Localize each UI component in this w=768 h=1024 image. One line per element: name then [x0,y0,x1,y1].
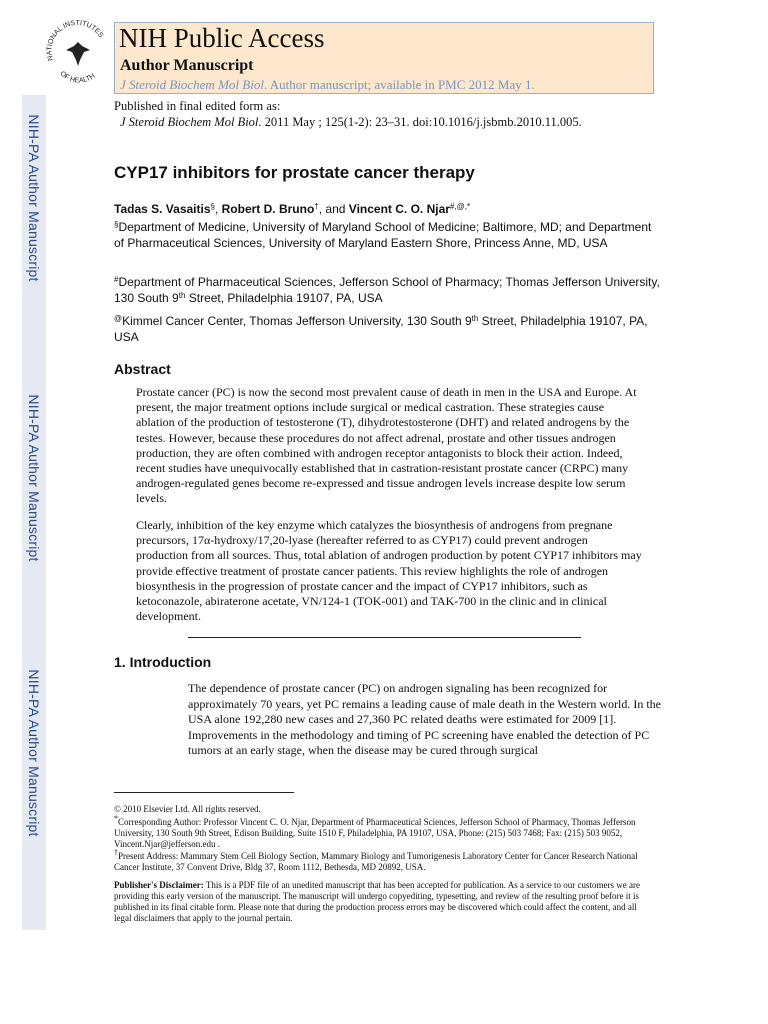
affiliation-mark: # [114,275,119,284]
affiliation-mark: § [114,220,119,229]
author-name: Robert D. Bruno [221,202,315,216]
author-mark: § [210,202,215,211]
abstract-paragraph: Prostate cancer (PC) is now the second most prevalent cause of death in men in the USA and Europe. At present, the major treatment options include surgical or medical castration. These strategies cause ablation of the production of testosterone (T), dihydrotestosterone (DHT) and related androgens by the testes. However, because these procedures do not affect adrenal, prostate and other tissues androgen production, they are often combined with androgen receptor antagonists to block their action. Indeed, recent studies have unequivocally established that in castration-resistant prostate cancer (CRPC) many androgen-regulated genes become re-expressed and tissue androgen levels increase despite low serum levels. [136,385,637,506]
affiliation-text: Kimmel Cancer Center, Thomas Jefferson University, 130 South 9 [122,314,472,328]
svg-text:OF HEALTH [59,70,97,84]
eagle-emblem [66,42,90,66]
author-separator: , [214,202,222,216]
introduction-heading: 1. Introduction [114,654,212,670]
publication-info [114,98,582,130]
logo-top-text: NATIONAL INSTITUTES [46,20,105,62]
footnote-mark: † [114,848,118,857]
abstract-heading: Abstract [114,361,171,377]
affiliation [114,275,662,306]
author-name: Tadas S. Vasaitis [114,202,211,216]
article-title: CYP17 inhibitors for prostate cancer therapy [114,163,475,182]
author-list [114,202,470,216]
corresponding-author-note [114,814,654,850]
affiliation-text: Street, Philadelphia 19107, PA, USA [185,290,383,305]
present-address-note [114,848,654,873]
affiliation-text: Department of Pharmaceutical Sciences, Jefferson School of Pharmacy; Thomas Jefferson University, 130 South 9 [114,275,660,305]
ordinal-suffix: th [471,314,479,323]
affiliation-mark: @ [114,314,123,323]
header-availability: . Author manuscript; available in PMC 2012 May 1. [263,77,535,92]
copyright-note: © 2010 Elsevier Ltd. All rights reserved. [114,804,261,814]
publication-intro: Published in final edited form as: [114,99,281,113]
affiliation [114,314,662,345]
author-separator: , and [318,202,349,216]
publication-journal: J Steroid Biochem Mol Biol [120,115,259,129]
author-mark: † [314,202,319,211]
header-title: NIH Public Access [119,23,325,53]
publication-citation [114,114,582,130]
header-citation [120,77,535,93]
author-name: Vincent C. O. Njar [348,202,450,216]
sidebar-label-1: NIH-PA Author Manuscript [26,114,42,282]
author-mark: #,@,* [449,202,471,211]
header-journal: J Steroid Biochem Mol Biol [120,77,264,92]
ordinal-suffix: th [178,290,186,300]
nih-logo [44,20,112,88]
disclaimer-text: This is a PDF file of an unedited manuscript that has been accepted for publication. As a service to our customers we are providing this early version of the manuscript. The manuscript will undergo copyediting, typesetting, and review of the resulting proof before it is published in its final citable form. Please note that during the production process errors may be discovered which could affect the content, and all legal disclaimers that apply to the journal pertain. [114,880,640,923]
introduction-paragraph: The dependence of prostate cancer (PC) on androgen signaling has been recognized for approximately 70 years, yet PC remains a leading cause of male death in the Western world. In the USA alone 192,280 new cases and 27,360 PC related deaths were estimated for 2009 [1]. Improvements in the methodology and timing of PC screening have enabled the detection of PC tumors at an early stage, when the disease may be cured through surgical [188,681,661,758]
section-divider [188,637,581,638]
affiliation-text: Department of Medicine, University of Maryland School of Medicine; Baltimore, MD; and Department of Pharmaceutical Sciences, University of Maryland Eastern Shore, Princess Anne, MD, USA [114,220,652,250]
logo-bottom-text: OF HEALTH [58,70,97,85]
footnote-text: Corresponding Author: Professor Vincent C. O. Njar, Department of Pharmaceutical Sciences, Jefferson School of Pharmacy, Thomas Jefferson University, 130 South 9th Street, Edison Building, Suite 1510 F, Philadelphia, PA 19107, USA, Phone: (215) 503 7468; Fax: (215) 503 9052, Vincent.Njar@jefferson.edu . [114,817,636,849]
footnote-text: Present Address: Mammary Stem Cell Biology Section, Mammary Biology and Tumorigenesis Laboratory Center for Cancer Research National Cancer Institute, 37 Convent Drive, Bldg 37, Room 1112, Bethesda, MD 20892, USA. [114,851,638,872]
publication-details: . 2011 May ; 125(1-2): 23–31. doi:10.1016/j.jsbmb.2010.11.005. [258,115,582,129]
affiliation [114,220,662,251]
publisher-disclaimer [114,880,654,924]
sidebar-label-3: NIH-PA Author Manuscript [26,669,42,837]
abstract-paragraph: Clearly, inhibition of the key enzyme which catalyzes the biosynthesis of androgens from pregnane precursors, 17α-hydroxy/17,20-lyase (hereafter referred to as CYP17) could prevent androgen production from all sources. Thus, total ablation of androgen production by potent CYP17 inhibitors may provide effective treatment of prostate cancer patients. This review highlights the role of androgen biosynthesis in the progression of prostate cancer and the impact of CYP17 inhibitors, such as ketoconazole, abiraterone acetate, VN/124-1 (TOK-001) and TAK-700 in the clinic and in clinical development. [136,518,642,624]
nih-header-box [114,22,654,94]
header-subtitle: Author Manuscript [120,57,254,74]
footnote-divider [114,792,294,793]
sidebar-label-2: NIH-PA Author Manuscript [26,394,42,562]
disclaimer-label: Publisher's Disclaimer: [114,880,204,890]
footnote-mark: * [114,814,118,823]
affiliation-text: Street, Philadelphia 19107, PA, USA [114,314,648,344]
